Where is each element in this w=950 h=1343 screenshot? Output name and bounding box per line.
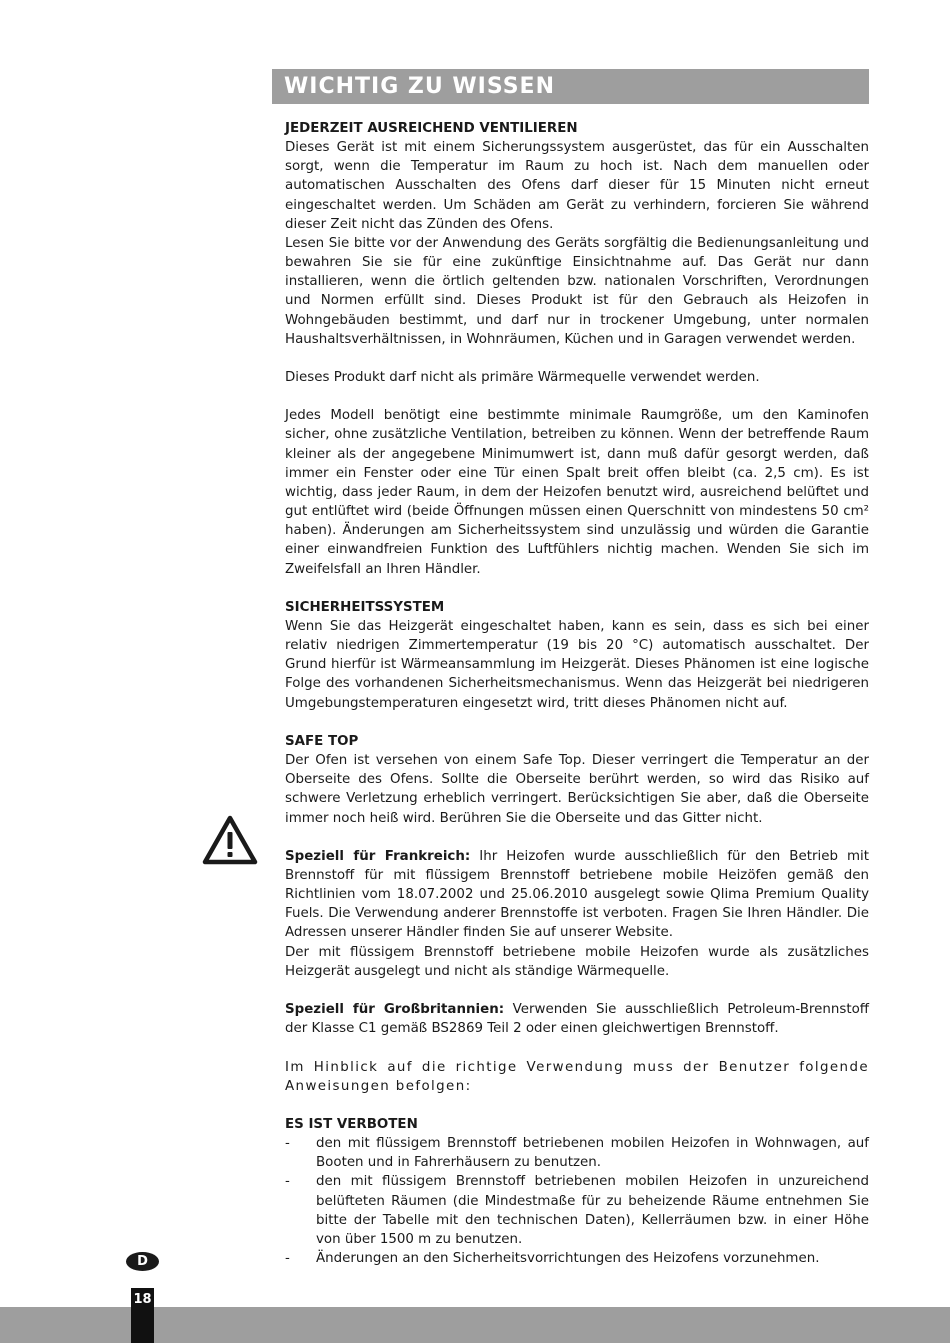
- paragraph: Dieses Produkt darf nicht als primäre Wärmequelle verwendet werden.: [285, 370, 760, 386]
- warning-triangle-icon: [202, 815, 258, 865]
- page-number: 18: [133, 1292, 152, 1307]
- paragraph: Jedes Modell benötigt eine bestimmte minimale Raumgröße, um den Kaminofen sicher, ohne zusätzliche Ventilation, betreiben zu können. Wenn der betreffende Raum kleiner als der angegebene Minimumwert ist, dann muß dafür gesorgt werden, daß immer ein Fenster oder eine Tür einen Spalt breit offen bleibt (ca. 2,5 cm). Es ist wichtig, dass jeder Raum, in dem der Heizofen benutzt wird, ausreichend belüftet und gut entlüftet wird (beide Öffnungen müssen einen Querschnitt von mindestens 50 cm² haben). Änderungen am Sicherheitssystem sind unzulässig und würden die Garantie einer einwandfreien Funktion des Luftfühlers nichtig machen. Wenden Sie sich im Zweifelsfall an Ihren Händler.: [285, 408, 869, 577]
- label-grossbritannien: Speziell für Großbritannien:: [285, 1002, 505, 1018]
- paragraph: Der mit flüssigem Brennstoff betriebene mobile Heizofen wurde als zusätzliches Heizgerät ausgelegt und nicht als ständige Wärmequelle.: [285, 944, 869, 979]
- main-content: [285, 119, 869, 1268]
- paragraph: Wenn Sie das Heizgerät eingeschaltet haben, kann es sein, dass es sich bei einer relativ niedrigen Zimmertemperatur (19 bis 20 °C) automatisch ausschaltet. Der Grund hierfür ist Wärmeansammlung im Heizgerät. Dieses Phänomen ist eine logische Folge des vorhandenen Sicherheitsmechanismus. Wenn das Heizgerät bei niedrigeren Umgebungstemperaturen eingesetzt wird, tritt dieses Phänomen nicht auf.: [285, 619, 869, 711]
- list-item-text: den mit flüssigem Brennstoff betriebenen mobilen Heizofen in Wohnwagen, auf Booten und in Fahrerhäusern zu benutzen.: [316, 1136, 869, 1171]
- page-title: WICHTIG ZU WISSEN: [272, 69, 869, 104]
- section-heading-ventilieren: JEDERZEIT AUSREICHEND VENTILIEREN: [285, 121, 578, 136]
- section-heading-sicherheitssystem: SICHERHEITSSYSTEM: [285, 599, 445, 615]
- paragraph-frankreich: [285, 847, 869, 943]
- list-item: [285, 1134, 869, 1172]
- paragraph: Lesen Sie bitte vor der Anwendung des Geräts sorgfältig die Bedienungsanleitung und bewahren Sie sie für eine zukünftige Einsichtnahme auf. Das Gerät nur dann installieren, wenn die örtlich geltenden bzw. nationalen Vorschriften, Verordnungen und Normen erfüllt sind. Dieses Produkt ist für den Gebrauch als Heizofen in Wohngebäuden bestimmt, und darf nur in trockener Umgebung, unter normalen Haushaltsverhältnissen, in Wohnräumen, Küchen und in Garagen verwendet werden.: [285, 235, 869, 347]
- list-item: [285, 1249, 869, 1268]
- bullet-dash: -: [285, 1174, 290, 1190]
- paragraph: Dieses Gerät ist mit einem Sicherungssystem ausgerüstet, das für ein Ausschalten sorgt, wenn die Temperatur im Raum zu hoch ist. Nach dem manuellen oder automatischen Ausschalten des Ofens darf dieser für 15 Minuten nicht erneut eingeschaltet werden. Um Schäden am Gerät zu verhindern, forcieren Sie während dieser Zeit nicht das Zünden des Ofens.: [285, 140, 869, 232]
- bullet-dash: -: [285, 1136, 290, 1152]
- text-grossbritannien: Verwenden Sie ausschließlich Petroleum-Brennstoff der Klasse C1 gemäß BS2869 Teil 2 oder einen gleichwertigen Brennstoff.: [285, 1002, 869, 1037]
- language-badge: D: [126, 1252, 159, 1271]
- list-item-text: den mit flüssigem Brennstoff betriebenen mobilen Heizofen in unzureichend belüfteten Räumen (die Mindestmaße für zu beheizende Räume entnehmen Sie bitte der Tabelle mit den technischen Daten), Kellerräumen bzw. in einer Höhe von über 1500 m zu benutzen.: [316, 1174, 869, 1247]
- paragraph: Der Ofen ist versehen von einem Safe Top. Dieser verringert die Temperatur an der Oberseite des Ofens. Sollte die Oberseite berührt werden, so wird das Risiko auf schwere Verletzung erheblich verringert. Berücksichtigen Sie aber, daß die Oberseite immer noch heiß wird. Berühren Sie die Oberseite und das Gitter nicht.: [285, 753, 869, 826]
- bullet-dash: -: [285, 1251, 290, 1267]
- label-frankreich: Speziell für Frankreich:: [285, 848, 471, 864]
- list-item: [285, 1172, 869, 1249]
- paragraph-hinweis: Im Hinblick auf die richtige Verwendung muss der Benutzer folgende Anweisungen befolgen:: [285, 1059, 869, 1094]
- section-heading-es-ist-verboten: ES IST VERBOTEN: [285, 1117, 418, 1132]
- list-item-text: Änderungen an den Sicherheitsvorrichtungen des Heizofens vorzunehmen.: [316, 1251, 820, 1267]
- section-heading-safe-top: SAFE TOP: [285, 733, 359, 749]
- text-frankreich: Ihr Heizofen wurde ausschließlich für den Betrieb mit Brennstoff für mit flüssigem Brennstoff betriebene mobile Heizöfen gemäß den Richtlinien vom 18.07.2002 und 25.06.2010 ausgelegt sowie Qlima Premium Quality Fuels. Die Verwendung anderer Brennstoffe ist verboten. Fragen Sie Ihren Händler. Die Adressen unserer Händler finden Sie auf unserer Website.: [285, 848, 869, 941]
- paragraph-grossbritannien: [285, 1000, 869, 1038]
